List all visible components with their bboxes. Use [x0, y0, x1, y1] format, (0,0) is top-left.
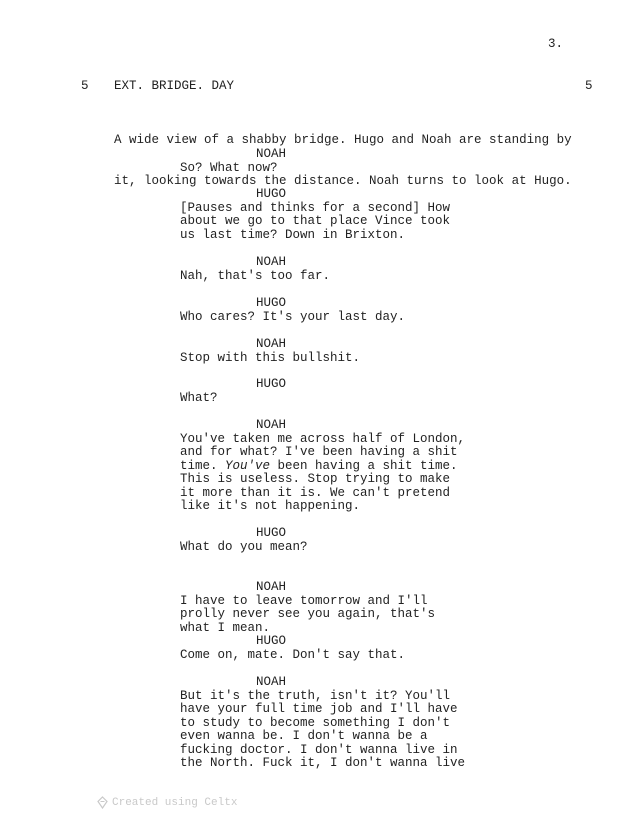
dialogue-line: us last time? Down in Brixton.: [180, 227, 406, 242]
action-line: A wide view of a shabby bridge. Hugo and Noah are standing by: [114, 133, 572, 147]
character-name: NOAH: [256, 675, 287, 689]
character-name: HUGO: [256, 526, 287, 540]
dialogue-line: have your full time job and I'll have: [180, 702, 458, 716]
dialogue-line: time. You've been having a shit time.: [180, 458, 458, 473]
dialogue-line: and for what? I've been having a shit: [180, 445, 458, 459]
scene-heading: EXT. BRIDGE. DAY: [114, 79, 235, 93]
character-name: HUGO: [256, 634, 287, 648]
dialogue-line: Who cares? It's your last day.: [180, 309, 406, 324]
dialogue-block: [180, 595, 480, 636]
dialogue-block: [180, 270, 480, 284]
character-name: HUGO: [256, 377, 287, 391]
dialogue-line: like it's not happening.: [180, 499, 361, 513]
dialogue-line: You've taken me across half of London,: [180, 431, 466, 446]
dialogue-line: What?: [180, 390, 218, 405]
character-name: NOAH: [256, 147, 287, 161]
dialogue-line: This is useless. Stop trying to make: [180, 472, 451, 486]
dialogue-block: [180, 690, 480, 771]
action-line: it, looking towards the distance. Noah turns to look at Hugo.: [114, 173, 572, 188]
character-name: NOAH: [256, 580, 287, 594]
character-name: NOAH: [256, 337, 287, 351]
dialogue-line: What do you mean?: [180, 539, 308, 554]
dialogue-block: [180, 352, 480, 366]
dialogue-block: [180, 433, 480, 514]
dialogue-line: prolly never see you again, that's: [180, 607, 436, 621]
dialogue-block: [180, 162, 480, 176]
dialogue-line: to study to become something I don't: [180, 715, 451, 730]
footer: [97, 796, 237, 809]
character-name: HUGO: [256, 187, 287, 201]
dialogue-line: about we go to that place Vince took: [180, 214, 451, 228]
dialogue-line: Stop with this bullshit.: [180, 350, 361, 365]
dialogue-line: fucking doctor. I don't wanna live in: [180, 742, 458, 757]
footer-text: Created using Celtx: [112, 796, 238, 809]
dialogue-line: Come on, mate. Don't say that.: [180, 647, 406, 662]
dialogue-line: it more than it is. We can't pretend: [180, 485, 451, 500]
dialogue-line: But it's the truth, isn't it? You'll: [180, 688, 451, 703]
dialogue-block: [180, 649, 480, 663]
dialogue-line: [Pauses and thinks for a second] How: [180, 200, 451, 215]
scene-number-left: 5: [81, 79, 89, 93]
dialogue-line: even wanna be. I don't wanna be a: [180, 729, 428, 743]
celtx-logo-icon: [97, 796, 108, 809]
character-name: NOAH: [256, 255, 287, 269]
dialogue-line: So? What now?: [180, 160, 278, 175]
dialogue-line: I have to leave tomorrow and I'll: [180, 593, 428, 608]
page-number: 3.: [548, 37, 564, 51]
dialogue-block: [180, 392, 480, 406]
scene-number-right: 5: [585, 79, 593, 93]
dialogue-block: [180, 541, 480, 555]
character-name: HUGO: [256, 296, 287, 310]
dialogue-line: what I mean.: [180, 620, 271, 635]
dialogue-line: the North. Fuck it, I don't wanna live: [180, 756, 466, 770]
character-name: NOAH: [256, 418, 287, 432]
dialogue-block: [180, 311, 480, 325]
dialogue-block: [180, 202, 480, 243]
dialogue-line: Nah, that's too far.: [180, 268, 331, 283]
